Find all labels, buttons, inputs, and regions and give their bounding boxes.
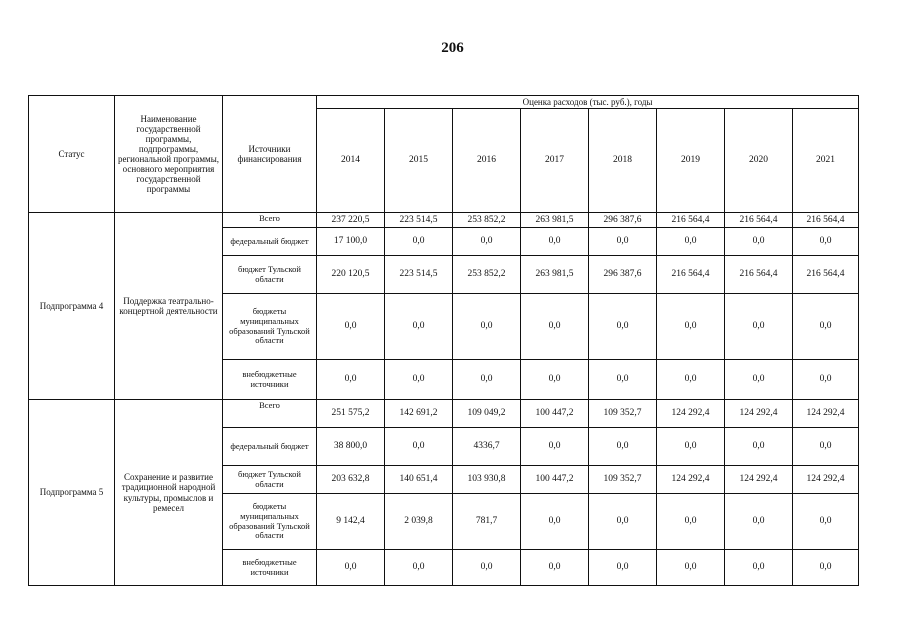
- value-cell: 0,0: [521, 428, 589, 466]
- funding-source: федеральный бюджет: [223, 228, 317, 256]
- value-cell: 253 852,2: [453, 256, 521, 294]
- value-cell: 0,0: [521, 294, 589, 360]
- value-cell: 0,0: [317, 294, 385, 360]
- value-cell: 0,0: [589, 228, 657, 256]
- value-cell: 0,0: [725, 228, 793, 256]
- value-cell: 0,0: [453, 294, 521, 360]
- value-cell: 216 564,4: [793, 213, 859, 228]
- value-cell: 0,0: [521, 494, 589, 550]
- value-cell: 216 564,4: [725, 256, 793, 294]
- header-sources: Источники финансирования: [223, 96, 317, 213]
- value-cell: 0,0: [385, 360, 453, 400]
- value-cell: 124 292,4: [725, 400, 793, 428]
- value-cell: 216 564,4: [657, 213, 725, 228]
- value-cell: 0,0: [657, 550, 725, 586]
- value-cell: 0,0: [589, 550, 657, 586]
- value-cell: 2 039,8: [385, 494, 453, 550]
- funding-source: бюджеты муниципальных образований Тульской области: [223, 294, 317, 360]
- subprogram-name: Поддержка театрально-концертной деятельности: [115, 213, 223, 400]
- value-cell: 0,0: [793, 428, 859, 466]
- value-cell: 0,0: [725, 550, 793, 586]
- value-cell: 103 930,8: [453, 466, 521, 494]
- value-cell: 0,0: [725, 428, 793, 466]
- value-cell: 0,0: [589, 360, 657, 400]
- value-cell: 142 691,2: [385, 400, 453, 428]
- subprogram-name: Сохранение и развитие традиционной народной культуры, промыслов и ремесел: [115, 400, 223, 586]
- value-cell: 216 564,4: [793, 256, 859, 294]
- value-cell: 0,0: [385, 550, 453, 586]
- value-cell: 0,0: [453, 360, 521, 400]
- value-cell: 216 564,4: [725, 213, 793, 228]
- value-cell: 0,0: [521, 550, 589, 586]
- value-cell: 263 981,5: [521, 213, 589, 228]
- header-year: 2017: [521, 109, 589, 213]
- value-cell: 0,0: [725, 360, 793, 400]
- budget-table: [28, 95, 859, 586]
- value-cell: 0,0: [453, 550, 521, 586]
- value-cell: 296 387,6: [589, 213, 657, 228]
- value-cell: 109 352,7: [589, 466, 657, 494]
- value-cell: 4336,7: [453, 428, 521, 466]
- header-program-name: Наименование государственной программы, подпрограммы, региональной программы, основного мероприятия государственной программы: [115, 96, 223, 213]
- value-cell: 9 142,4: [317, 494, 385, 550]
- value-cell: 296 387,6: [589, 256, 657, 294]
- subprogram-status: Подпрограмма 5: [29, 400, 115, 586]
- value-cell: 38 800,0: [317, 428, 385, 466]
- value-cell: 0,0: [657, 294, 725, 360]
- value-cell: 100 447,2: [521, 400, 589, 428]
- value-cell: 237 220,5: [317, 213, 385, 228]
- value-cell: 17 100,0: [317, 228, 385, 256]
- value-cell: 0,0: [589, 428, 657, 466]
- value-cell: 251 575,2: [317, 400, 385, 428]
- value-cell: 0,0: [793, 294, 859, 360]
- header-year: 2019: [657, 109, 725, 213]
- header-year: 2018: [589, 109, 657, 213]
- funding-source: внебюджетные источники: [223, 550, 317, 586]
- value-cell: 109 049,2: [453, 400, 521, 428]
- value-cell: 0,0: [657, 494, 725, 550]
- value-cell: 140 651,4: [385, 466, 453, 494]
- value-cell: 0,0: [725, 494, 793, 550]
- value-cell: 0,0: [589, 494, 657, 550]
- value-cell: 0,0: [793, 494, 859, 550]
- value-cell: 203 632,8: [317, 466, 385, 494]
- value-cell: 0,0: [793, 228, 859, 256]
- value-cell: 124 292,4: [657, 400, 725, 428]
- funding-source: бюджет Тульской области: [223, 466, 317, 494]
- value-cell: 0,0: [521, 360, 589, 400]
- value-cell: 220 120,5: [317, 256, 385, 294]
- page-number: 206: [441, 40, 464, 56]
- header-status: Статус: [29, 96, 115, 213]
- header-row: [29, 96, 859, 109]
- subprogram-status: Подпрограмма 4: [29, 213, 115, 400]
- value-cell: 0,0: [317, 360, 385, 400]
- header-year: 2014: [317, 109, 385, 213]
- value-cell: 253 852,2: [453, 213, 521, 228]
- value-cell: 0,0: [385, 294, 453, 360]
- value-cell: 781,7: [453, 494, 521, 550]
- funding-source: Всего: [223, 400, 317, 428]
- value-cell: 100 447,2: [521, 466, 589, 494]
- value-cell: 0,0: [385, 228, 453, 256]
- header-estimate: Оценка расходов (тыс. руб.), годы: [317, 96, 859, 109]
- header-year: 2020: [725, 109, 793, 213]
- value-cell: 0,0: [453, 228, 521, 256]
- header-year: 2015: [385, 109, 453, 213]
- value-cell: 0,0: [657, 428, 725, 466]
- value-cell: 0,0: [589, 294, 657, 360]
- header-year: 2021: [793, 109, 859, 213]
- value-cell: 223 514,5: [385, 256, 453, 294]
- value-cell: 124 292,4: [657, 466, 725, 494]
- table-row: [29, 213, 859, 228]
- value-cell: 0,0: [317, 550, 385, 586]
- funding-source: бюджеты муниципальных образований Тульской области: [223, 494, 317, 550]
- value-cell: 0,0: [793, 550, 859, 586]
- value-cell: 216 564,4: [657, 256, 725, 294]
- header-year: 2016: [453, 109, 521, 213]
- value-cell: 223 514,5: [385, 213, 453, 228]
- value-cell: 0,0: [793, 360, 859, 400]
- funding-source: бюджет Тульской области: [223, 256, 317, 294]
- value-cell: 0,0: [385, 428, 453, 466]
- value-cell: 124 292,4: [793, 466, 859, 494]
- value-cell: 109 352,7: [589, 400, 657, 428]
- funding-source: внебюджетные источники: [223, 360, 317, 400]
- funding-source: Всего: [223, 213, 317, 228]
- value-cell: 0,0: [521, 228, 589, 256]
- value-cell: 0,0: [725, 294, 793, 360]
- value-cell: 0,0: [657, 360, 725, 400]
- value-cell: 124 292,4: [793, 400, 859, 428]
- value-cell: 124 292,4: [725, 466, 793, 494]
- value-cell: 263 981,5: [521, 256, 589, 294]
- table-row: [29, 400, 859, 428]
- funding-source: федеральный бюджет: [223, 428, 317, 466]
- value-cell: 0,0: [657, 228, 725, 256]
